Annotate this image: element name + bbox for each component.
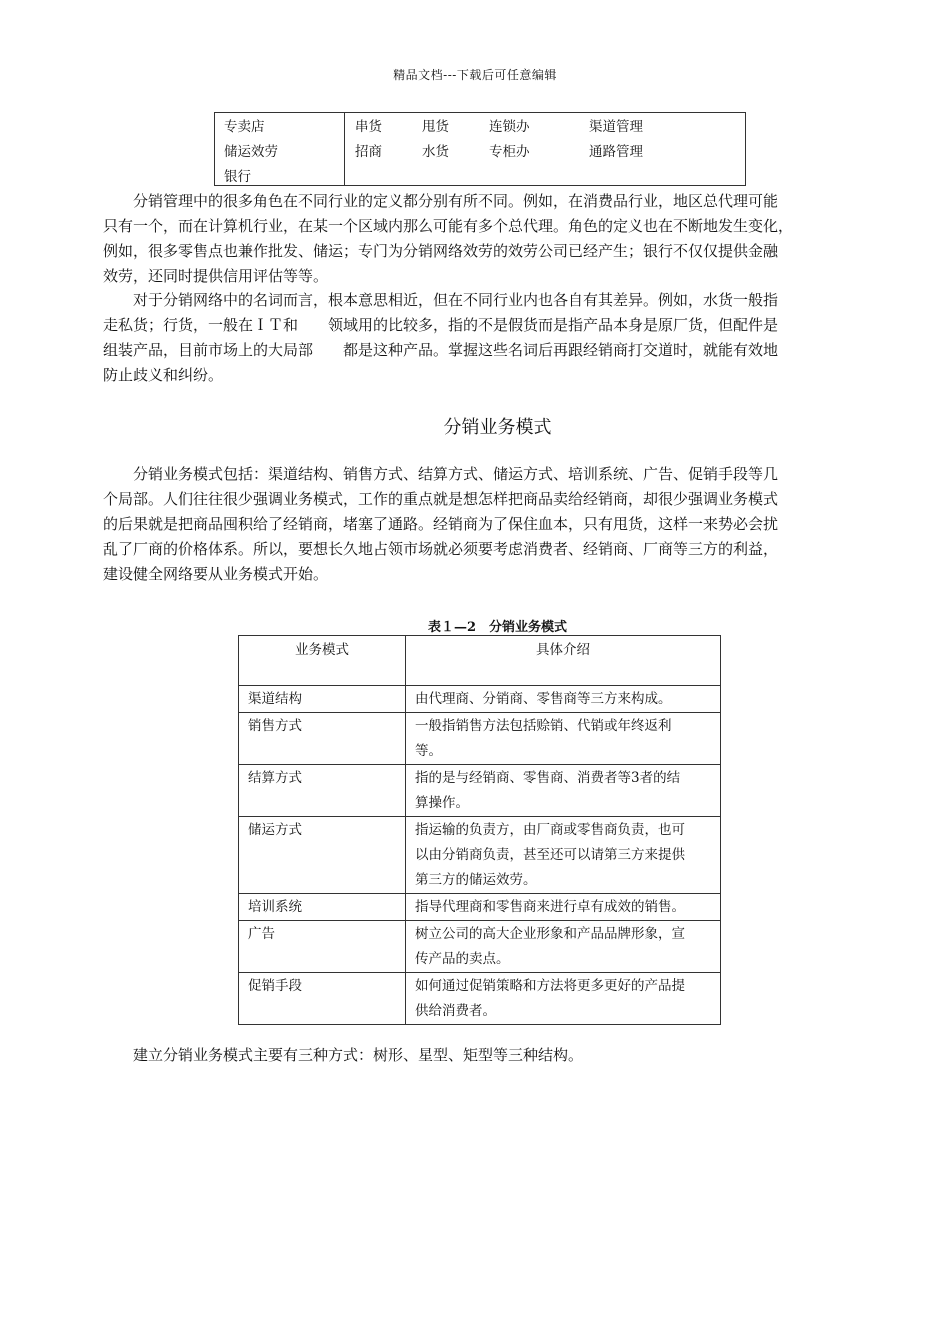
text-line: 效劳，还同时提供信用评估等等。 [103,267,329,285]
mode-cell: 销售方式 [239,713,406,765]
glossary-column-left [215,113,345,185]
paragraph-structures [103,1043,860,1068]
glossary-term: 银行 [224,169,251,185]
text-line: 对于分销网络中的名词而言，根本意思相近，但在不同行业内也各自有其差异。例如，水货一般指 [133,291,779,309]
desc-line: 等。 [415,743,442,759]
desc-cell [406,713,721,765]
mode-cell: 结算方式 [239,765,406,817]
desc-cell [406,765,721,817]
text-line: 建立分销业务模式主要有三种方式：树形、星型、矩型等三种结构。 [133,1046,584,1064]
desc-line: 一般指销售方法包括赊销、代销或年终返利 [415,718,672,734]
desc-line: 指的是与经销商、零售商、消费者等3者的结 [415,770,681,786]
text-line: 分销管理中的很多角色在不同行业的定义都分别有所不同。例如，在消费品行业，地区总代理可能 [133,192,779,210]
desc-cell [406,973,721,1025]
desc-line: 第三方的储运效劳。 [415,872,537,888]
mode-cell: 培训系统 [239,894,406,921]
desc-line: 指运输的负责方，由厂商或零售商负责，也可 [415,822,685,838]
table-row [239,921,721,973]
glossary-term: 水货 [422,144,449,160]
table-row [239,765,721,817]
desc-line: 供给消费者。 [415,1003,496,1019]
text-line: 防止歧义和纠纷。 [103,366,224,384]
glossary-column-right [345,113,745,185]
text-line: 建设健全网络要从业务模式开始。 [103,565,329,583]
page-header: 精品文档---下载后可任意编辑 [393,68,557,82]
text-line: 只有一个，而在计算机行业，在某一个区域内那么可能有多个总代理。角色的定义也在不断地发生变化， [103,217,794,235]
desc-line: 指导代理商和零售商来进行卓有成效的销售。 [415,899,685,915]
text-line: 的后果就是把商品囤积给了经销商，堵塞了通路。经销商为了保住血本，只有甩货，这样一来势必会扰 [103,515,779,533]
text-line: 分销业务模式包括：渠道结构、销售方式、结算方式、储运方式、培训系统、广告、促销手段等几 [133,465,779,483]
glossary-term: 渠道管理 [589,119,643,135]
section-title: 分销业务模式 [443,417,552,438]
desc-line: 算操作。 [415,795,469,811]
column-header: 具体介绍 [406,636,721,686]
desc-line: 以由分销商负责，甚至还可以请第三方来提供 [415,847,685,863]
table-row [239,973,721,1025]
text-line: 组装产品，目前市场上的大局部 都是这种产品。掌握这些名词后再跟经销商打交道时，就能有效地 [103,341,779,359]
glossary-table [214,112,746,186]
text-line: 个局部。人们往往很少强调业务模式，工作的重点就是想怎样把商品卖给经销商，却很少强调业务模式 [103,490,779,508]
glossary-row [355,142,745,167]
mode-cell: 渠道结构 [239,686,406,713]
glossary-row [355,117,745,142]
glossary-term: 通路管理 [589,144,643,160]
table-row [239,686,721,713]
desc-cell [406,817,721,894]
paragraph-business-model [103,462,860,587]
glossary-term: 专柜办 [489,144,530,160]
table-caption: 表１—2 分销业务模式 [427,620,568,635]
glossary-term: 招商 [355,144,382,160]
desc-line: 如何通过促销策略和方法将更多更好的产品提 [415,978,685,994]
paragraph-roles [103,189,860,289]
desc-line: 传产品的卖点。 [415,951,510,967]
business-model-table [238,635,721,1025]
table-row [239,713,721,765]
column-header: 业务模式 [239,636,406,686]
glossary-term: 串货 [355,119,382,135]
table-header-row [239,636,721,686]
desc-line: 树立公司的高大企业形象和产品品牌形象，宣 [415,926,685,942]
glossary-term: 储运效劳 [224,144,278,160]
desc-cell [406,921,721,973]
glossary-term: 连锁办 [489,119,530,135]
desc-cell [406,894,721,921]
paragraph-terms [103,288,860,388]
glossary-term: 专卖店 [224,119,265,135]
desc-cell [406,686,721,713]
mode-cell: 广告 [239,921,406,973]
table-row [239,817,721,894]
table-row [239,894,721,921]
desc-line: 由代理商、分销商、零售商等三方来构成。 [415,691,672,707]
glossary-term: 甩货 [422,119,449,135]
mode-cell: 储运方式 [239,817,406,894]
mode-cell: 促销手段 [239,973,406,1025]
text-line: 走私货；行货，一般在ＩＴ和 领域用的比较多，指的不是假货而是指产品本身是原厂货，但配件是 [103,316,779,334]
text-line: 乱了厂商的价格体系。所以，要想长久地占领市场就必须要考虑消费者、经销商、厂商等三方的利益， [103,540,779,558]
text-line: 例如，很多零售点也兼作批发、储运；专门为分销网络效劳的效劳公司已经产生；银行不仅仅提供金融 [103,242,779,260]
